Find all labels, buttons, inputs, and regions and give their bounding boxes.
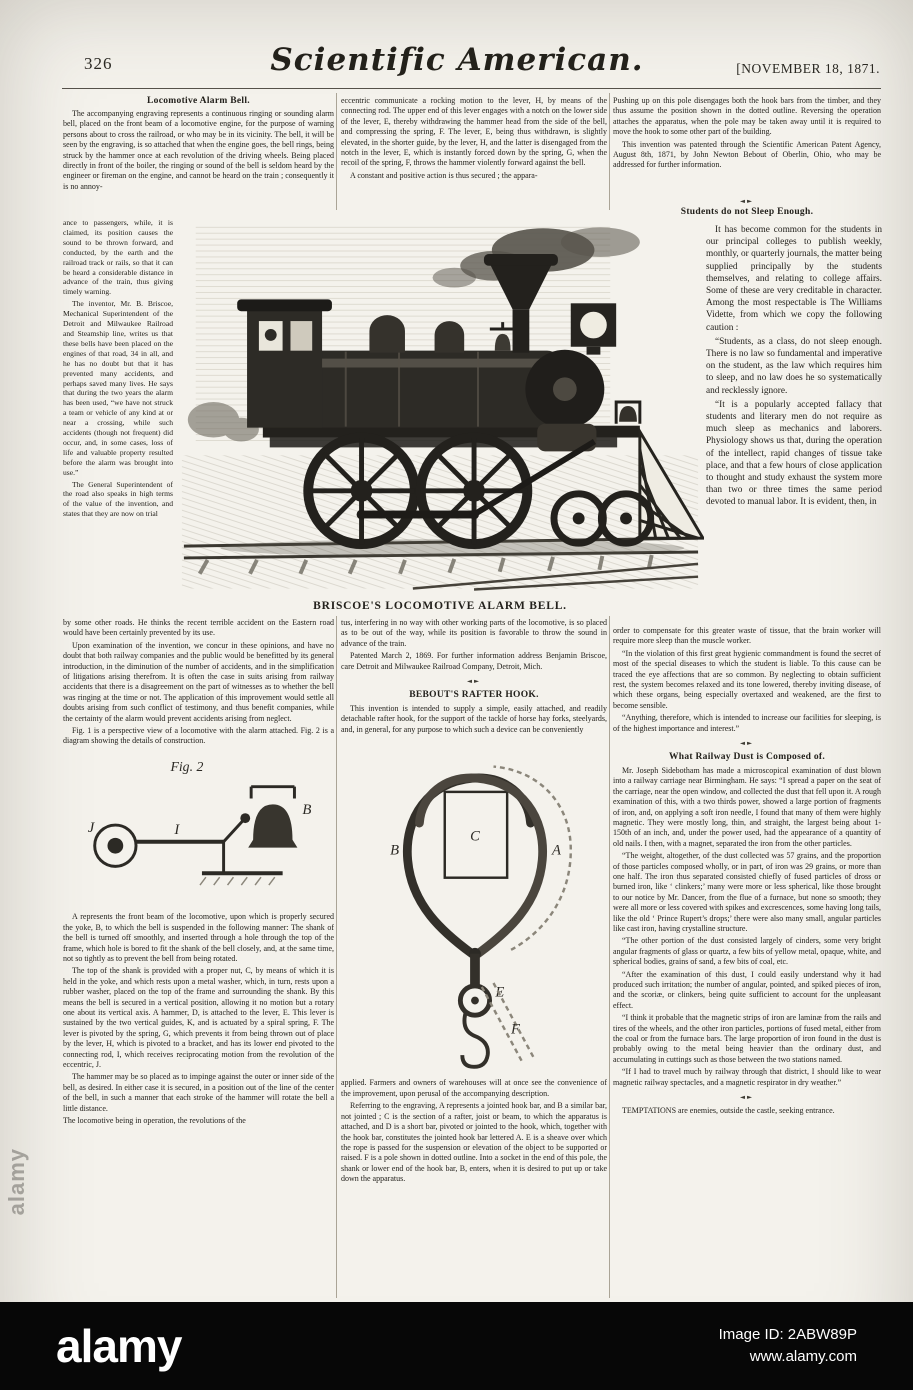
issue-date: [NOVEMBER 18, 1871.: [736, 61, 880, 76]
article-text-rafter-continuation: [613, 96, 881, 196]
section-divider-ornament: ◄►: [740, 197, 754, 205]
alamy-url: www.alamy.com: [749, 1348, 857, 1365]
bell-shape: [248, 804, 297, 847]
column-rule: [609, 616, 610, 1298]
paragraph: by some other roads. He thinks the recent terrible accident on the Eastern road would have been certainly prevented by its use.: [63, 618, 334, 638]
paragraph: eccentric communicate a rocking motion to the lever, H, by means of the connecting rod. The upper end of this lever engages with a notch on the lower side of the lever, E, thereby withdrawing the hammer head from the side of the bell, and compressing the spring, F. The lever, E, being thus withdrawn, is slightly elevated, in the shorter guide, by the lever, H, and the latter is disengaged from the notch in the lever, E, which is instantly forced down by the spring, G, when the recoil of the spring, F, throws the hammer violently forward against the bell.: [341, 96, 607, 168]
hook-letter-f: F: [511, 1021, 520, 1038]
paragraph: “The weight, altogether, of the dust collected was 57 grains, and the proportion of those particles composed wholly, or in part, of iron was 29 grains, or more than one half. The iron thus separated consisted chiefly of fused particles of dross or burned iron, like ‘ clinkers;’ many were more or less spherical, like those brought to our notice by Mr. Dancer, from the flue of a furnace, but none so smooth; they were all more or less covered with spikes and excrescences, some having long tails, like the old ‘ Prince Rupert’s drops;’ there were also many small, angular particles like cast iron, having crystalline structure.: [613, 851, 881, 933]
section-divider-ornament: ◄►: [467, 677, 481, 686]
paragraph: “I think it probable that the magnetic strips of iron are laminæ from the rails and tires of the wheels, and the other iron particles, portions of fused metal, either from the coal or from the furnace bars. The large proportion of iron found in the dust is probably owing to the metal being heavier than the ordinary dust, and accumulating in cuttings such as those between the two stations named.: [613, 1013, 881, 1064]
fig2-letter-j: J: [87, 819, 94, 836]
paragraph: Fig. 1 is a perspective view of a locomotive with the alarm attached. Fig. 2 is a diagram showing the details of construction.: [63, 726, 334, 746]
article-text-alarm-bell-body: [63, 618, 334, 1302]
masthead-title: Scientific American.: [270, 42, 644, 78]
paragraph: The locomotive being in operation, the revolutions of the: [63, 1116, 246, 1125]
paragraph: Upon examination of the invention, we concur in these opinions, and have no doubt that both railway companies and the public would be benefitted by its general introduction, in the diminution of the number of accidents, and in the simplification of litigations arising therefrom. It is often the case in suits arising from railway accidents that there is a disagreement on the part of witnesses as to whether the bell was ringing at the time or not. The application of this improvement would settle all doubts arising from such conflict of testimony, and thus benefit companies, while the certainty of the alarm would prevent accidents arising from neglect.: [63, 640, 334, 723]
hook-letter-a: A: [552, 842, 561, 859]
section-divider-ornament: ◄►: [740, 739, 754, 748]
fig2-diagram: [76, 753, 322, 903]
figure-2: [63, 753, 334, 906]
article-title-students-sleep: Students do not Sleep Enough.: [680, 207, 814, 217]
fig2-letter-i: I: [173, 821, 179, 838]
paragraph: Referring to the engraving, A represents a jointed hook bar, and B a similar bar, not jointed ; C is the section of a rafter, joist or beam, to which the apparatus is attached, and D is a short bar, pivoted or jointed to the hook, which, together with the hook bar, constitutes the jointed hook bar lettered A. E is a sheave over which the rope is passed for the suspension or elevation of the object to be supported or raised. F is a pole shown in dotted outline. Into a socket in the end of this pole, the shank or lower end of the hook bar, B, enters, when it is desired to put up or take down the apparatus.: [341, 1101, 607, 1184]
paragraph: Mr. Joseph Sidebotham has made a microscopical examination of dust blown into a railway carriage near Birmingham. He says: “I spread a paper on the seat of the carriage, near the open window, and collected the dust that fell upon it. A rough examination of this, with a two thirds power, showed a large portion of fragments of iron, and, on applying a soft iron needle, I found that many of them were highly magnetic. They were mostly long, thin, and straight, the largest being about 1-150th of an inch, and, under the power used, had the appearance of a quantity of old nails. I then, with a magnet, separated the iron from the other particles.: [613, 765, 881, 848]
paragraph: “Anything, therefore, which is intended to increase our facilities for sleeping, is of the highest importance and interest.”: [613, 713, 881, 733]
paragraph: This invention is intended to supply a simple, easily attached, and readily detachable rafter hook, for the support of the tackle of horse hay forks, steelyards, and, in general, for any purpose to which such a device can be conveniently: [341, 703, 607, 734]
paragraph: ance to passengers, while, it is claimed, its position causes the sound to be thrown forward, and conducted, by the earth and the railroad track or rails, so that it can be heard a considerable distance in advance of the train, thus giving timely warning.: [63, 218, 173, 297]
paragraph: This invention was patented through the Scientific American Patent Agency, August 8th, 1871, by John Newton Bebout of Oberlin, Ohio, who may be addressed for further information.: [613, 139, 881, 170]
paragraph: “It is a popularly accepted fallacy that students and literary men do not require as much sleep as mechanics and laborers. Physiology shows us that, during the operation of the intellect, rapid changes of tissue take place, and that a few hours of close application to thought and study exhaust the system more than two or three times the same period devoted to manual labor. It is evident, then, in: [706, 399, 882, 508]
paragraph: tus, interfering in no way with other working parts of the locomotive, is so placed as to be out of the way, while its position is favorable to throw the sound in advance of the train.: [341, 618, 607, 648]
paragraph-temptations: TEMPTATIONS are enemies, outside the castle, seeking entrance.: [622, 1106, 835, 1116]
header-rule: [62, 88, 881, 89]
paragraph: “If I had to travel much by railway through that district, I should like to wear magnetic railway spectacles, and a magnetic respirator in dry weather.”: [613, 1067, 881, 1087]
fig2-letter-b: B: [301, 802, 311, 819]
article-text-right-column-body: [613, 626, 881, 1302]
paragraph: “Students, as a class, do not sleep enough. There is no law so fundamental and imperative on the student, as the law which requires him to sleep, and no law does he so systematically and recklessly ignore.: [706, 336, 882, 396]
column-rule: [336, 93, 337, 210]
column-rule: [609, 93, 610, 210]
paragraph: order to compensate for this greater waste of tissue, that the brain worker will require more sleep than the muscle worker.: [613, 626, 881, 646]
paragraph: The hammer may be so placed as to impinge against the outer or inner side of the bell, as desired. In either case it is secured, in a position out of the line of the center of the bell, in such a manner that each stroke of the hammer will rotate the bell a little distance.: [63, 1072, 334, 1113]
paragraph: The accompanying engraving represents a continuous ringing or sounding alarm bell, placed on the front beam of a locomotive engine, for the purpose of warning persons about to cross the railroad, or who may be in its vicinity. The bell, it will be seen by the engraving, is so attached that when the engine goes, the bell rings, being struck by the hammer once at each revolution of the driving wheels. Being placed directly in front of the boiler, the ringing or sound of the bell is seldom heard by the engineer or fireman on the engine, and cannot be heard on the train ; consequently it is no annoy-: [63, 109, 334, 191]
cab: [237, 299, 332, 427]
paragraph: “In the violation of this first great hygienic commandment is found the secret of most of the special diseases to which the student is liable. To this cause can be traced the eye affections that are so common. By neglecting to obtain sufficient rest, the system becomes relaxed and its tone lowered, thereby inviting disease, of which these organs, being especially overtaxed and weakened, are the first to become sensible.: [613, 648, 881, 710]
paragraph: The General Superintendent of the road also speaks in high terms of the value of the invention, and states that they are now on trial: [63, 479, 173, 519]
page-number: 326: [84, 54, 113, 73]
alamy-logo: alamy: [56, 1320, 182, 1372]
article-title-rafter-hook: BEBOUT'S RAFTER HOOK.: [409, 690, 539, 701]
rafter-hook-diagram: [357, 741, 591, 1069]
paragraph: Pushing up on this pole disengages both the hook bars from the timber, and they thus assume the position shown in the dotted outline. Reversing the operation attaches the apparatus, when the pole may be taken away until it is required to move the hook to some other part of the building.: [613, 96, 881, 137]
paragraph: “After the examination of this dust, I could easily understand why it had produced such irritation; the number of angular, pointed, and spiked pieces of iron, and the scoriæ, or clinkers, being quite sufficient to account for the unpleasant effect.: [613, 969, 881, 1010]
paragraph: “The other portion of the dust consisted largely of cinders, some very bright angular fragments of glass or quartz, a few bits of yellow metal, opaque, white, and spherical bodies, grains of sand, a few bits of coal, etc.: [613, 936, 881, 967]
paragraph: Patented March 2, 1869. For further information address Benjamin Briscoe, care Detroit and Milwaukee Railroad Company, Detroit, Mich.: [341, 651, 607, 671]
paragraph: The inventor, Mr. B. Briscoe, Mechanical Superintendent of the Detroit and Milwaukee Railroad and Steamship line, writes us that these bells have been placed on the engines of that road, 34 in all, and he has no doubt but that it has prevented many accidents, and perhaps saved many lives. He says that during the two years the alarm has been used, “we have not struck a team or vehicle of any kind at or near a crossing, while such accidents (though not frequent) did occur, and, in some cases, loss of life and valuable property resulted before the alarm was brought into use.”: [63, 299, 173, 477]
paragraph: The top of the shank is provided with a proper nut, C, by means of which it is held in the yoke, and which rests upon a metal washer, which, in turn, rests upon a rubber washer, placed on the top of the frame and surrounding the shank. By this means the bell is secured in a vertical position, allowing it no motion but a rotary one about its vertical axis. A hammer, D, is attached to the lever, E. This lever is sustained by the two vertical guides, K, and is actuated by a spiral spring, F. The lever is pivoted by the spring, G, which prevents it from being thrown out of place by the lever, H, which is pivoted to a bracket, and has its lower end pivoted to the connecting rod, I, which receives reciprocating motion from the revolution of the eccentric, J.: [63, 966, 334, 1069]
article-text-students-narrow: [706, 224, 882, 620]
alamy-metadata: [719, 1324, 857, 1368]
article-text-mechanism: [341, 96, 607, 210]
paragraph: applied. Farmers and owners of warehouses will at once see the convenience of the improvement, upon perusal of the accompanying description.: [341, 1078, 607, 1098]
hook-letter-e: E: [495, 984, 505, 1001]
article-text-rafter-hook: [341, 618, 607, 1302]
hook-letter-b: B: [390, 842, 400, 859]
article-text-alarm-bell-intro: [63, 109, 334, 217]
section-divider-ornament: ◄►: [740, 1093, 754, 1102]
locomotive-engraving: [176, 210, 704, 595]
image-id-label: Image ID: 2ABW89P: [718, 1326, 857, 1343]
locomotive-engraving-figure: [176, 210, 704, 598]
article-text-alarm-bell-narrow: [63, 218, 173, 602]
fig2-label: Fig. 2: [169, 758, 203, 774]
article-title-railway-dust: What Railway Dust is Composed of.: [668, 752, 826, 763]
column-rule: [336, 616, 337, 1298]
hook-letter-c: C: [470, 828, 480, 845]
alamy-side-watermark: alamy: [4, 1148, 29, 1216]
alamy-watermark-bar: [0, 1302, 913, 1390]
rafter-hook-figure: [341, 741, 607, 1072]
engraving-caption: BRISCOE'S LOCOMOTIVE ALARM BELL.: [313, 600, 567, 612]
paragraph: A represents the front beam of the locomotive, upon which is properly secured the yoke, B, to which the bell is suspended in the following manner: The shank of the bell is turned off smoothly, and inserted through a hole through the top of the frame, which hole is bored to fit the shank of the bell closely, and, at the same time, not so tightly as to prevent the bell from being rotated.: [63, 912, 334, 963]
paragraph: A constant and positive action is thus secured ; the appara-: [350, 170, 538, 180]
engineer-figure: [265, 329, 277, 341]
hanging-hook: [462, 1010, 488, 1067]
paragraph: It has become common for the students in our principal colleges to publish weekly, monthly, or quarterly journals, the matter being supplied principally by the students themselves, and relating to college affairs. Some of these are very creditable in character. Among the most respectable is The Williams Vidette, from which we copy the following caution :: [706, 225, 882, 333]
article-title-locomotive-alarm-bell: Locomotive Alarm Bell.: [147, 96, 250, 106]
